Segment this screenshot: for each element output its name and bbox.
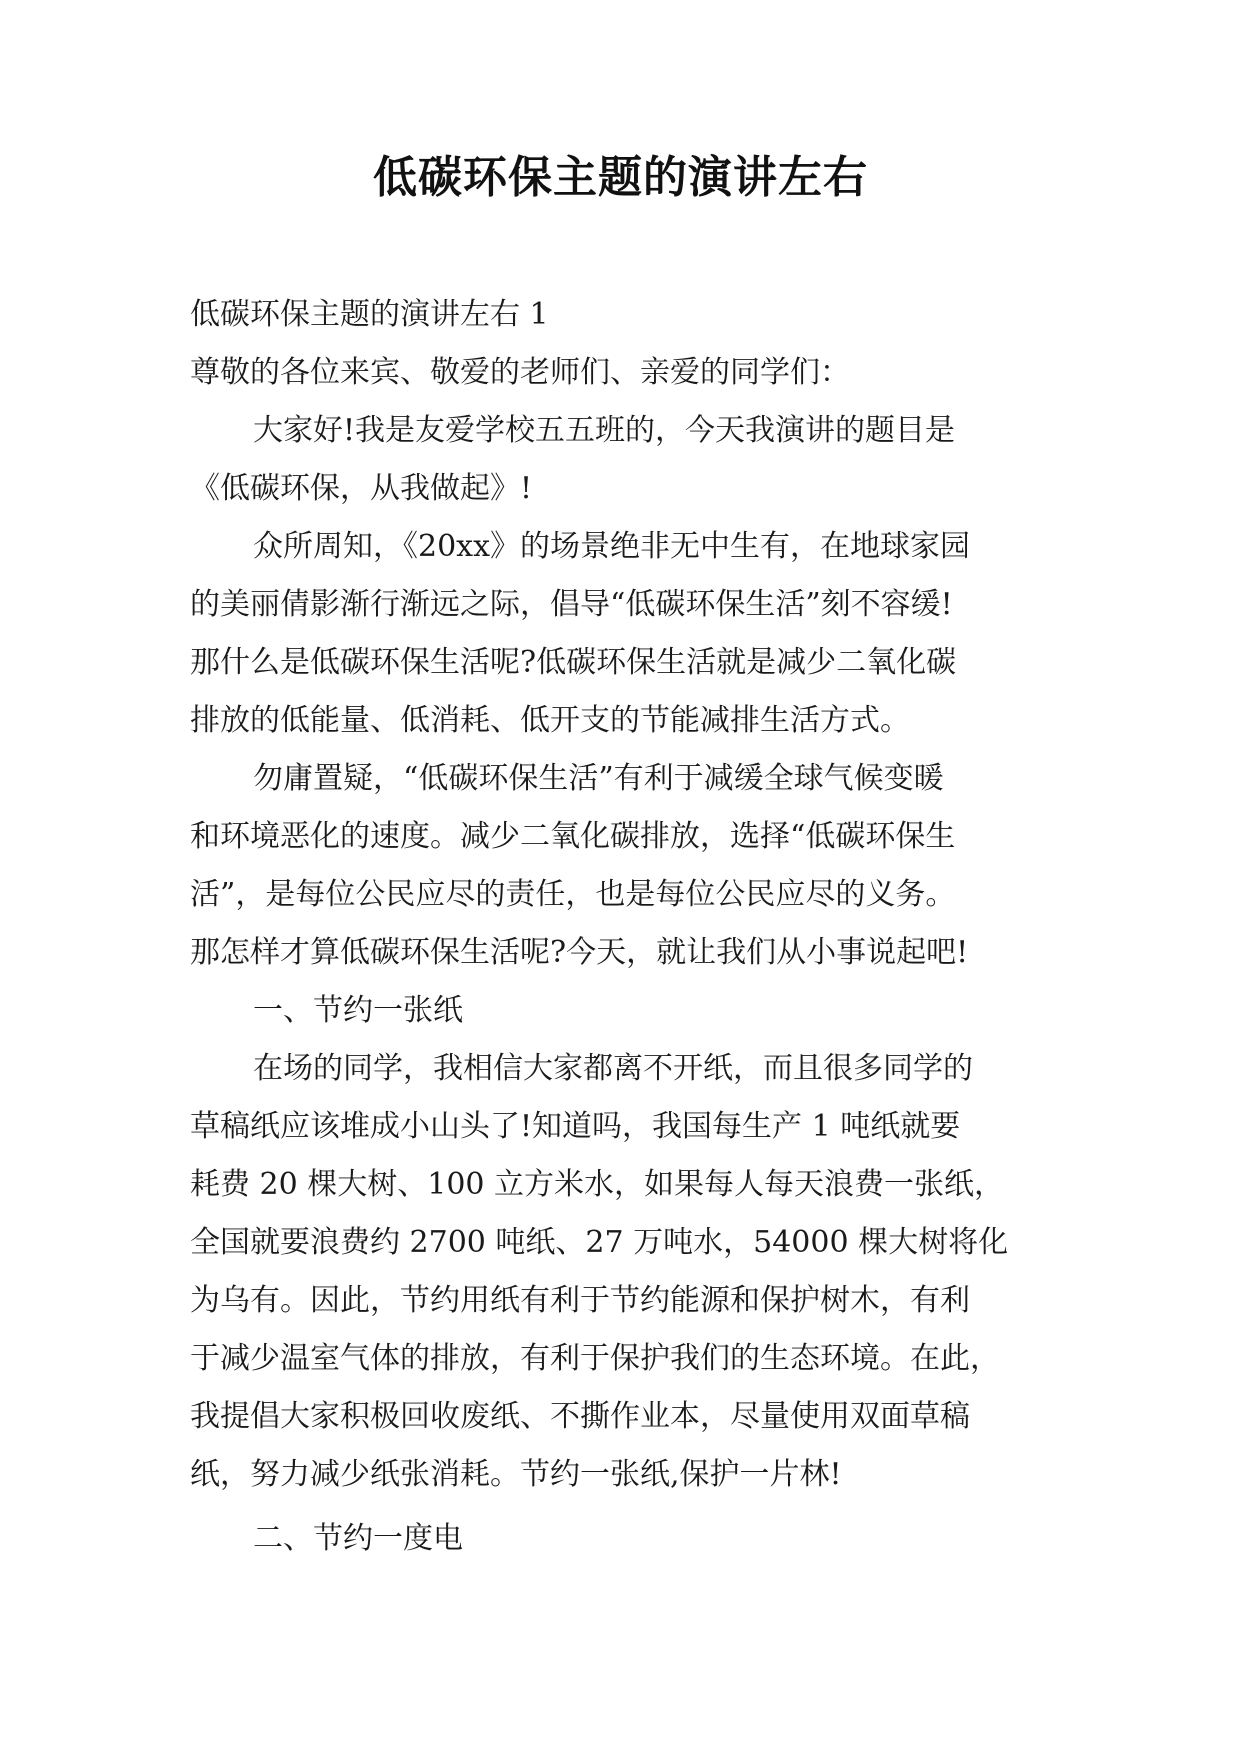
paragraph-line: 为乌有。因此，节约用纸有利于节约能源和保护树木，有利 (190, 1283, 970, 1318)
paragraph-line: 排放的低能量、低消耗、低开支的节能减排生活方式。 (190, 703, 910, 738)
paragraph-line: 纸，努力减少纸张消耗。节约一张纸,保护一片林! (190, 1457, 842, 1492)
section-heading: 低碳环保主题的演讲左右 1 (190, 297, 549, 332)
paragraph-line: 于减少温室气体的排放，有利于保护我们的生态环境。在此， (190, 1341, 1000, 1376)
paragraph-line: 大家好!我是友爱学校五五班的，今天我演讲的题目是 (253, 413, 956, 448)
salutation: 尊敬的各位来宾、敬爱的老师们、亲爱的同学们： (190, 355, 850, 390)
paragraph-line: 的美丽倩影渐行渐远之际，倡导“低碳环保生活”刻不容缓! (190, 587, 953, 622)
paragraph-line: 在场的同学，我相信大家都离不开纸，而且很多同学的 (253, 1051, 973, 1086)
paragraph-line: 勿庸置疑，“低碳环保生活”有利于减缓全球气候变暖 (253, 761, 944, 796)
subsection-heading: 一、节约一张纸 (253, 993, 463, 1028)
paragraph-line: 《低碳环保，从我做起》! (190, 471, 533, 506)
paragraph-line: 那怎样才算低碳环保生活呢?今天，就让我们从小事说起吧! (190, 935, 969, 970)
paragraph-line: 我提倡大家积极回收废纸、不撕作业本，尽量使用双面草稿 (190, 1399, 970, 1434)
paragraph-line: 活”，是每位公民应尽的责任，也是每位公民应尽的义务。 (190, 877, 956, 912)
paragraph-line: 众所周知，《20xx》的场景绝非无中生有，在地球家园 (253, 529, 971, 564)
document-title: 低碳环保主题的演讲左右 (373, 152, 868, 203)
subsection-heading: 二、节约一度电 (253, 1521, 463, 1556)
paragraph-line: 那什么是低碳环保生活呢?低碳环保生活就是减少二氧化碳 (190, 645, 957, 680)
paragraph-line: 和环境恶化的速度。减少二氧化碳排放，选择“低碳环保生 (190, 819, 956, 854)
paragraph-line: 耗费 20 棵大树、100 立方米水，如果每人每天浪费一张纸， (190, 1167, 1005, 1202)
paragraph-line: 全国就要浪费约 2700 吨纸、27 万吨水，54000 棵大树将化 (190, 1225, 1009, 1260)
document-body (190, 286, 1070, 1568)
paragraph-line: 草稿纸应该堆成小山头了!知道吗，我国每生产 1 吨纸就要 (190, 1109, 961, 1144)
